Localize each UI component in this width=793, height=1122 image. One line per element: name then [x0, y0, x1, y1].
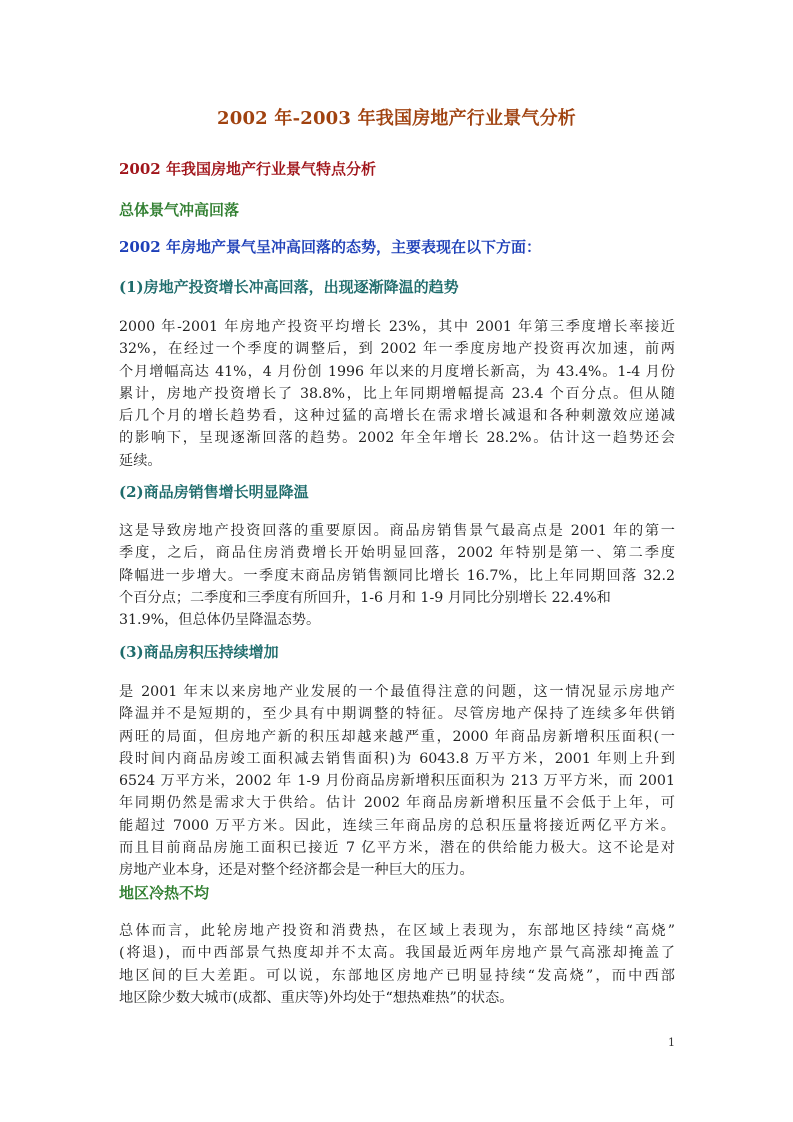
subsection-intro: 2002 年房地产景气呈冲高回落的态势，主要表现在以下方面： [119, 238, 541, 256]
text-line: 32%，在经过一个季度的调整后，到 2002 年一季度房地产投资再次加速，前两 [119, 341, 675, 358]
text-line: 降幅进一步增大。一季度末商品房销售额同比增长 16.7%，比上年同期回落 32.2 [119, 567, 675, 584]
text-line: 后几个月的增长趋势看，这种过猛的高增长在需求增长减退和各种刺激效应递减 [119, 408, 675, 425]
text-line: 而且目前商品房施工面积已接近 7 亿平方米，潜在的供给能力极大。这不论是对 [119, 840, 675, 857]
paragraph-point-2 [119, 520, 675, 631]
text-line: 这是导致房地产投资回落的重要原因。商品房销售景气最高点是 2001 年的第一 [119, 523, 675, 539]
subsection-heading-overall: 总体景气冲高回落 [119, 201, 240, 219]
text-line: 个百分点；二季度和三季度有所回升，1-6 月和 1-9 月同比分别增长 22.4%和 [119, 589, 611, 606]
text-line: 季度，之后，商品住房消费增长开始明显回落，2002 年特别是第一、第二季度 [119, 545, 675, 562]
text-line: 的影响下，呈现逐渐回落的趋势。2002 年全年增长 28.2%。估计这一趋势还会 [119, 430, 675, 447]
text-line: 31.9%，但总体仍呈降温态势。 [119, 612, 321, 629]
section-heading: 2002 年我国房地产行业景气特点分析 [119, 160, 376, 178]
text-line: 段时间内商品房竣工面积减去销售面积)为 6043.8 万平方米，2001 年则上升到 [119, 750, 675, 767]
text-line: 年同期仍然是需求大于供给。估计 2002 年商品房新增积压量不会低于上年，可 [119, 795, 675, 812]
text-line: 两旺的局面，但房地产新的积压却越来越严重，2000 年商品房新增积压面积(一 [119, 728, 675, 745]
text-line: 2000 年-2001 年房地产投资平均增长 23%，其中 2001 年第三季度增长率接近 [119, 319, 675, 335]
point-heading-2: (2)商品房销售增长明显降温 [119, 483, 309, 501]
point-heading-1: (1)房地产投资增长冲高回落，出现逐渐降温的趋势 [119, 278, 459, 296]
paragraph-point-1 [119, 316, 675, 472]
text-line: 能超过 7000 万平方米。因此，连续三年商品房的总积压量将接近两亿平方米。 [119, 817, 675, 834]
paragraph-regional [119, 920, 675, 1009]
page-number: 1 [668, 1036, 675, 1049]
text-line: 延续。 [119, 452, 162, 469]
paragraph-point-3 [119, 681, 675, 882]
text-line: 总体而言，此轮房地产投资和消费热，在区域上表现为，东部地区持续“高烧” [119, 923, 675, 939]
document-title: 2002 年-2003 年我国房地产行业景气分析 [217, 108, 576, 129]
subsection-heading-regional: 地区冷热不均 [119, 884, 210, 902]
text-line: 地区除少数大城市(成都、重庆等)外均处于“想热难热”的状态。 [119, 989, 514, 1006]
text-line: 房地产业本身，还是对整个经济都会是一种巨大的压力。 [119, 862, 474, 879]
text-line: 降温并不是短期的，至少具有中期调整的特征。尽管房地产保持了连续多年供销 [119, 706, 675, 723]
text-line: 地区间的巨大差距。可以说，东部地区房地产已明显持续“发高烧”，而中西部 [119, 967, 675, 984]
point-heading-3: (3)商品房积压持续增加 [119, 643, 279, 661]
text-line: (将退)，而中西部景气热度却并不太高。我国最近两年房地产景气高涨却掩盖了 [119, 945, 675, 962]
text-line: 6524 万平方米，2002 年 1-9 月份商品房新增积压面积为 213 万平方米，而 2001 [119, 773, 675, 790]
text-line: 是 2001 年末以来房地产业发展的一个最值得注意的问题，这一情况显示房地产 [119, 684, 675, 700]
text-line: 累计，房地产投资增长了 38.8%，比上年同期增幅提高 23.4 个百分点。但从随 [119, 385, 675, 402]
text-line: 个月增幅高达 41%，4 月份创 1996 年以来的月度增长新高，为 43.4%。1-4 月份 [119, 363, 675, 380]
